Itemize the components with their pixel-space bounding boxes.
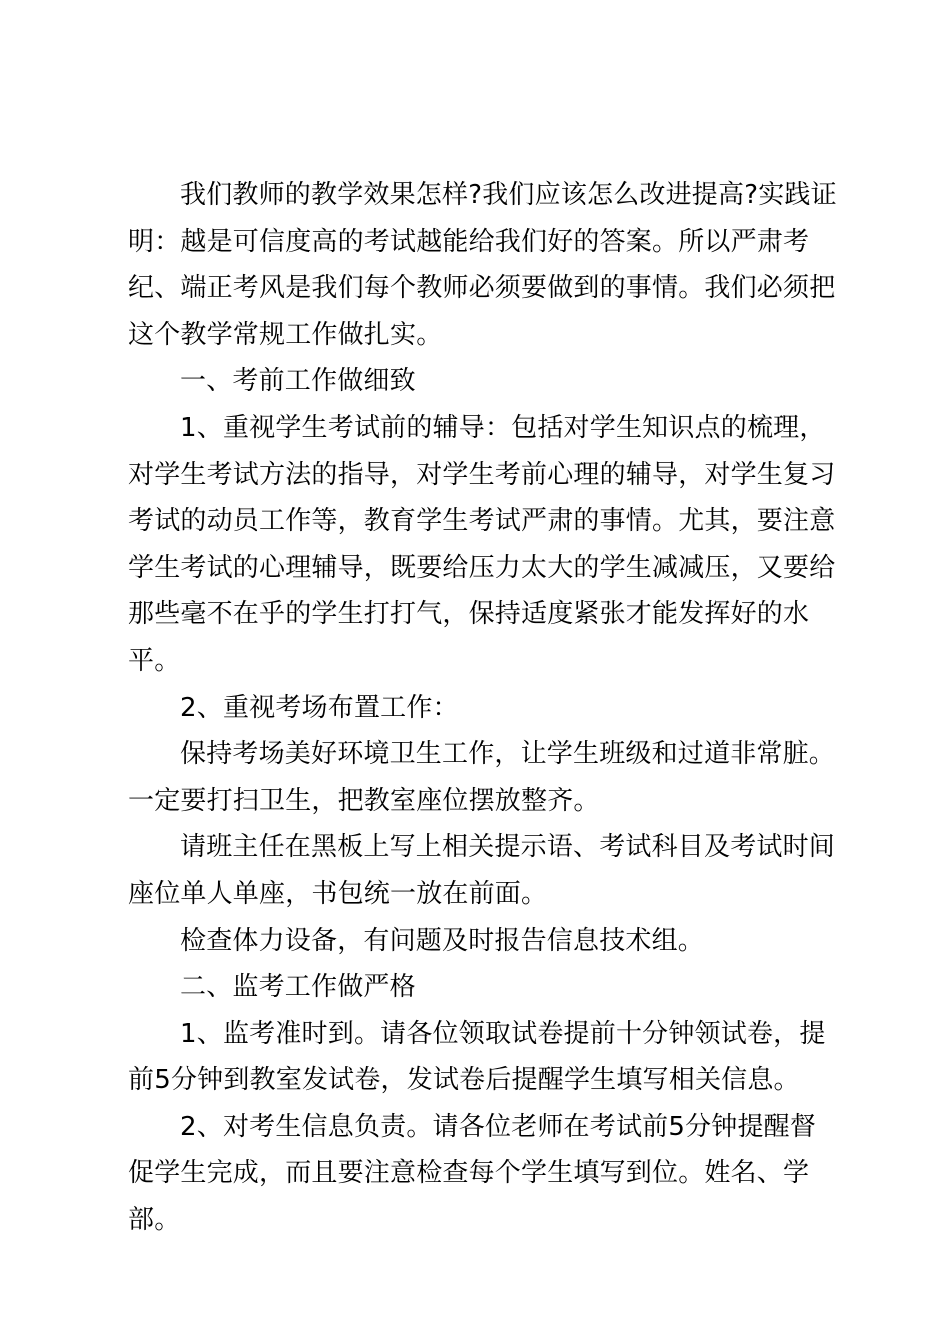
- section-heading-2: 二、监考工作做严格: [180, 972, 416, 1003]
- paragraph-equipment: 检查体力设备，有问题及时报告信息技术组。: [180, 925, 705, 956]
- subheading-1-2: 2、重视考场布置工作：: [180, 692, 459, 723]
- paragraph-item-1-1: 1、重视学生考试前的辅导：包括对学生知识点的梳理，对学生考试方法的指导，对学生考前心理的辅导，对学生复习考试的动员工作等，教育学生考试严肃的事情。尤其，要注意学生考试的心理辅导，既要给压力太大的学生减减压，又要给那些毫不在乎的学生打打气，保持适度紧张才能发挥好的水平。: [128, 412, 836, 676]
- paragraph-item-2-1: 1、监考准时到。请各位领取试卷提前十分钟领试卷，提前5分钟到教室发试卷，发试卷后提醒学生填写相关信息。: [128, 1018, 826, 1096]
- paragraph-item-2-2: 2、对考生信息负责。请各位老师在考试前5分钟提醒督促学生完成，而且要注意检查每个学生填写到位。姓名、学部。: [128, 1111, 817, 1236]
- section-heading-1: 一、考前工作做细致: [180, 366, 416, 397]
- document-body: [128, 172, 838, 1244]
- paragraph-intro: 我们教师的教学效果怎样?我们应该怎么改进提高?实践证明：越是可信度高的考试越能给我们好的答案。所以严肃考纪、端正考风是我们每个教师必须要做到的事情。我们必须把这个教学常规工作做扎实。: [128, 180, 837, 350]
- paragraph-blackboard: 请班主任在黑板上写上相关提示语、考试科目及考试时间座位单人单座，书包统一放在前面。: [128, 832, 836, 909]
- paragraph-cleaning: 保持考场美好环境卫生工作，让学生班级和过道非常脏。一定要打扫卫生，把教室座位摆放整齐。: [128, 739, 836, 816]
